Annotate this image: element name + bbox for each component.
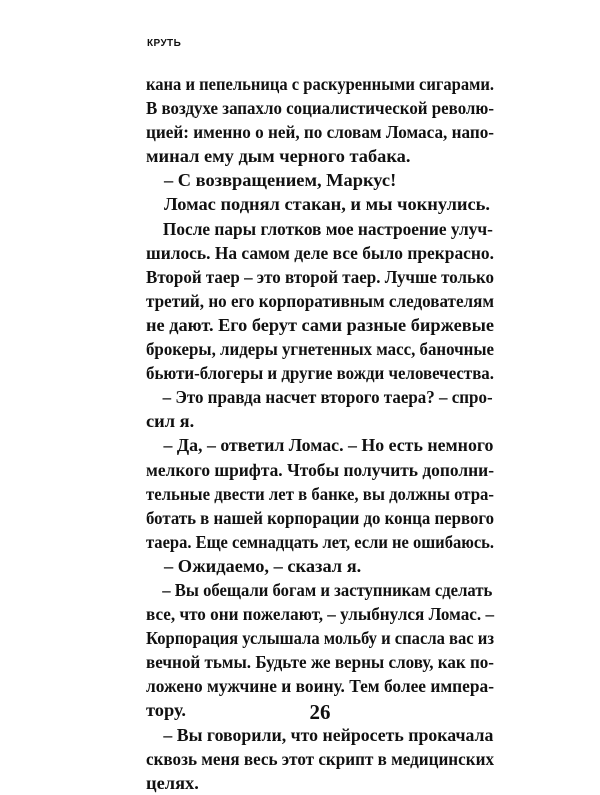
text-line [146,96,494,120]
text-line [146,747,494,771]
text-line [146,192,494,216]
text-line [146,458,494,482]
text-line [146,241,494,265]
text-line-content: целях. [146,772,199,793]
text-line [146,723,494,747]
text-line-content: третий, но его корпоративным следователям [146,290,494,311]
text-line-content: – Вы говорили, что нейросеть прокачала [163,724,494,745]
running-head: КРУТЬ [147,38,182,49]
text-line-content: шилось. На самом деле все было прекрасно. [146,242,494,263]
text-line [146,650,494,674]
text-line-content: кана и пепельница с раскуренными сигарами. [146,74,495,94]
text-line [146,578,494,602]
text-line [146,626,494,650]
text-line-content: В воздухе запахло социалистической револю- [146,98,494,119]
text-line [146,144,494,168]
text-line-content: бьюти-блогеры и другие вожди человечества. [146,363,494,384]
body-text [146,72,494,795]
text-line [146,265,494,289]
text-line [146,337,494,361]
text-line-content: Корпорация услышала мольбу и спасла вас из [146,628,495,649]
text-line-content: таера. Еще семнадцать лет, если не ошибаюсь. [146,531,495,552]
text-line [146,289,494,313]
text-line-content: сил я. [146,411,195,432]
text-line-content: – Вы обещали богам и заступникам сделать [162,579,493,600]
text-line-content: Ломас поднял стакан, и мы чокнулись. [164,194,490,215]
text-line [146,361,494,385]
text-line-content: – С возвращением, Маркус! [164,170,397,191]
page-number: 26 [309,700,331,724]
text-line [146,168,494,192]
text-line [146,120,494,144]
text-line [146,554,494,578]
text-line-content: – Да, – ответил Ломас. – Но есть немного [163,435,494,456]
text-line [146,433,494,457]
text-line [146,313,494,337]
text-line [146,602,494,626]
text-line-content: тельные двести лет в банке, вы должны отра- [146,483,494,504]
text-line-content: тору. [146,700,186,721]
text-line [146,674,494,698]
text-line-content: брокеры, лидеры угнетенных масс, баночные [146,339,494,360]
text-line-content: – Ожидаемо, – сказал я. [164,555,362,576]
text-line-content: цией: именно о ней, по словам Ломаса, напо- [146,122,495,143]
text-line [146,530,494,554]
text-line-content: не дают. Его берут сами разные биржевые [146,314,494,335]
text-line-content: – Это правда насчет второго таера? – спро- [162,387,493,408]
text-line-content: все, что они пожелают, – улыбнулся Ломас. – [146,604,495,625]
text-line-content: ложено мужчине и воину. Тем более импера- [146,676,494,697]
text-line-content: ботать в нашей корпорации до конца первого [146,507,494,528]
text-line [146,771,494,795]
text-line [146,506,494,530]
text-line-content: мелкого шрифта. Чтобы получить дополни- [146,459,495,480]
text-line [146,385,494,409]
text-line [146,217,494,241]
text-line [146,409,494,433]
text-line-content: После пары глотков мое настроение улуч- [162,218,493,239]
text-line-content: Второй таер – это второй таер. Лучше только [146,266,494,287]
text-line-content: сквозь меня весь этот скрипт в медицинских [146,748,494,769]
text-line-content: минал ему дым черного табака. [146,146,411,167]
text-line [146,482,494,506]
text-line-content: вечной тьмы. Будьте же верны слову, как по- [146,652,495,673]
text-line [146,72,494,96]
